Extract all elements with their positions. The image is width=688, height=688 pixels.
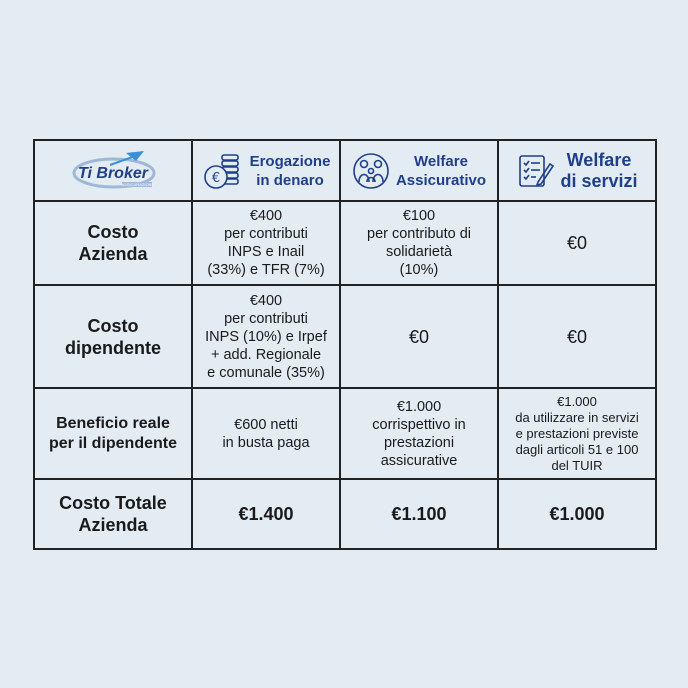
cell-line: €400 — [249, 208, 283, 224]
label-line: Costo — [87, 222, 139, 242]
total-erogazione: €1.400 — [192, 479, 340, 549]
header-welfare-ass-line1: Welfare — [414, 152, 468, 170]
cell-line: corrispettivo in — [372, 416, 466, 433]
header-welfare-serv-line2: di servizi — [560, 170, 638, 191]
logo-cell — [34, 140, 192, 201]
cell-line: in busta paga — [222, 434, 310, 451]
header-row — [34, 140, 656, 201]
cell-line: solidarietà — [385, 244, 453, 260]
header-welfare-assicurativo — [340, 140, 498, 201]
cell-line: (10%) — [399, 262, 439, 278]
cell-line: + add. Regionale — [210, 346, 322, 363]
coins-euro-icon — [202, 151, 244, 191]
label-line: dipendente — [64, 337, 161, 358]
total-servizi: €1.000 — [498, 479, 656, 549]
label-line: per il dipendente — [48, 434, 177, 452]
cell-line: €1.000 — [557, 393, 597, 409]
label-line: Azienda — [78, 515, 148, 535]
cell-line: per contributi — [224, 226, 308, 242]
row-costo-dipendente — [34, 285, 656, 388]
cell-line: dagli articoli 51 e 100 — [515, 441, 639, 457]
cell-line: prestazioni — [383, 434, 455, 451]
header-erogazione — [192, 140, 340, 201]
family-icon — [352, 152, 390, 190]
cell-beneficio-assicurativo — [340, 388, 498, 479]
cell-azienda-erogazione — [192, 201, 340, 285]
svg-text:€: € — [211, 170, 220, 186]
label-line: Costo — [87, 315, 139, 336]
total-assicurativo: €1.100 — [340, 479, 498, 549]
ti-broker-logo — [38, 149, 188, 193]
header-erogazione-line2: in denaro — [256, 171, 324, 189]
label-line: Azienda — [78, 244, 148, 264]
cell-line: da utilizzare in servizi — [515, 409, 639, 425]
row-costo-azienda — [34, 201, 656, 285]
checklist-icon — [516, 152, 554, 190]
cell-line: €1.000 — [396, 398, 442, 415]
cell-dipendente-erogazione — [192, 285, 340, 388]
cell-line: per contributi — [224, 310, 308, 327]
row-label-totale — [34, 479, 192, 549]
row-label-costo-dipendente — [34, 285, 192, 388]
cell-beneficio-erogazione — [192, 388, 340, 479]
cell-dipendente-servizi: €0 — [498, 285, 656, 388]
row-label-costo-azienda — [34, 201, 192, 285]
header-welfare-ass-line2: Assicurativo — [395, 171, 487, 189]
cell-line: €400 — [249, 292, 283, 309]
cell-line: assicurative — [380, 452, 458, 469]
cell-line: e prestazioni previste — [515, 425, 639, 441]
comparison-table — [33, 139, 657, 550]
row-totale — [34, 479, 656, 549]
cell-line: e comunale (35%) — [207, 364, 325, 381]
logo-tagline: ASSICURAZIONI — [121, 181, 153, 187]
cell-azienda-assicurativo — [340, 201, 498, 285]
cell-line: per contributo di — [367, 226, 471, 242]
cell-line: del TUIR — [551, 457, 603, 473]
header-erogazione-line1: Erogazione — [249, 152, 331, 170]
row-beneficio — [34, 388, 656, 479]
label-line: Costo Totale — [59, 493, 167, 513]
row-label-beneficio — [34, 388, 192, 479]
cell-line: INPS e Inail — [227, 244, 305, 260]
cell-azienda-servizi: €0 — [498, 201, 656, 285]
header-welfare-servizi — [498, 140, 656, 201]
cell-dipendente-assicurativo: €0 — [340, 285, 498, 388]
label-line: Beneficio reale — [56, 414, 170, 432]
logo-text: Ti Broker — [78, 164, 148, 182]
cell-line: (33%) e TFR (7%) — [207, 262, 325, 278]
cell-line: INPS (10%) e Irpef — [205, 328, 327, 345]
cell-line: €100 — [402, 208, 436, 224]
cell-line: €600 netti — [234, 416, 298, 433]
header-welfare-serv-line1: Welfare — [566, 149, 632, 170]
cell-beneficio-servizi — [498, 388, 656, 479]
